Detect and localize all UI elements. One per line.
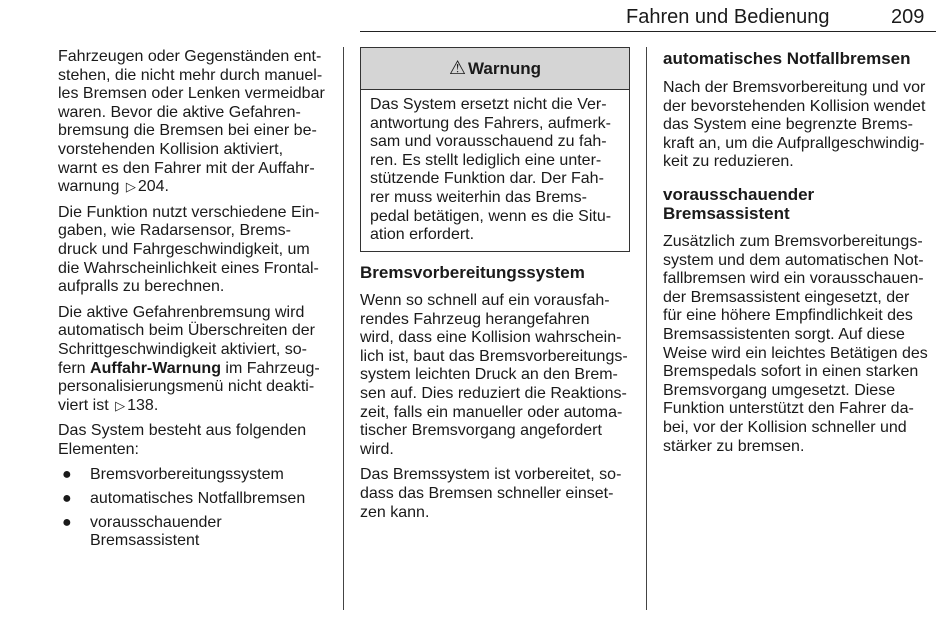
text-fragment: warnung bbox=[58, 178, 120, 196]
text-line: das System eine begrenzte Brems- bbox=[663, 116, 913, 134]
text-line: rer muss weiterhin das Brems- bbox=[370, 188, 587, 206]
text-line: ation erfordert. bbox=[370, 226, 475, 244]
text-line: sam und vorausschauend zu fah- bbox=[370, 133, 607, 151]
list-item bbox=[58, 514, 340, 551]
text-line: gaben, wie Radarsensor, Brems- bbox=[58, 222, 291, 240]
text-line: Funktion unterstützt den Fahrer da- bbox=[663, 400, 914, 418]
text-line: zeit, falls ein manueller oder automa- bbox=[360, 403, 623, 421]
paragraph bbox=[663, 233, 946, 456]
list-item-label: Bremsassistent bbox=[90, 532, 200, 550]
text-line: kraft an, um die Aufprallgeschwindig- bbox=[663, 134, 925, 152]
text-line bbox=[58, 360, 340, 379]
text-line: wird. bbox=[360, 440, 394, 458]
warning-title: Warnung bbox=[468, 58, 542, 78]
column-middle bbox=[360, 263, 640, 529]
bullet-icon: ● bbox=[62, 490, 72, 508]
warning-triangle-icon: ⚠ bbox=[448, 58, 466, 79]
menu-setting-name: Auffahr-Warnung bbox=[90, 359, 221, 377]
text-line: Zusätzlich zum Bremsvorbereitungs- bbox=[663, 232, 923, 250]
text-line: aufpralls zu berechnen. bbox=[58, 278, 225, 296]
text-line: Bremsvorgang umgesetzt. Diese bbox=[663, 381, 896, 399]
text-line bbox=[58, 178, 340, 197]
text-fragment: im Fahrzeug- bbox=[225, 359, 320, 377]
paragraph bbox=[360, 292, 640, 459]
text-line: Nach der Bremsvorbereitung und vor bbox=[663, 79, 926, 96]
text-line: bremsung die Bremsen bei einer be- bbox=[58, 122, 317, 140]
paragraph bbox=[663, 79, 946, 172]
text-line: zen kann. bbox=[360, 503, 430, 521]
text-line: der Bremsassistent eingesetzt, der bbox=[663, 288, 910, 306]
text-line: system und dem automatischen Not- bbox=[663, 251, 924, 269]
text-line: Die aktive Gefahrenbremsung wird bbox=[58, 303, 305, 321]
text-line: Bremsassistenten sorgt. Auf diese bbox=[663, 325, 905, 343]
text-line: fallbremsen wird ein vorausschauen- bbox=[663, 270, 924, 288]
text-line: pedal betätigen, wenn es die Situ- bbox=[370, 207, 612, 225]
paragraph bbox=[58, 304, 340, 416]
text-line: bei, vor der Kollision schneller und bbox=[663, 418, 907, 436]
text-line: tischer Bremsvorgang angefordert bbox=[360, 422, 602, 440]
section-heading: Bremsvorbereitungssystem bbox=[360, 263, 585, 282]
bullet-icon: ● bbox=[62, 513, 72, 531]
bullet-list bbox=[58, 466, 340, 550]
column-right bbox=[663, 49, 946, 463]
text-line: dass das Bremsen schneller einset- bbox=[360, 484, 614, 502]
column-left bbox=[58, 48, 340, 556]
text-line: lich ist, baut das Bremsvorbereitungs- bbox=[360, 347, 628, 365]
text-line: personalisierungsmenü nicht deakti- bbox=[58, 378, 315, 396]
text-line: les Bremsen oder Lenken vermeidbar bbox=[58, 85, 325, 103]
warning-box bbox=[360, 47, 630, 252]
page-reference[interactable]: 204. bbox=[137, 178, 169, 196]
text-line: die Wahrscheinlichkeit eines Frontal- bbox=[58, 259, 319, 277]
text-line: stärker zu bremsen. bbox=[663, 437, 805, 455]
paragraph bbox=[360, 466, 640, 522]
text-line: ren. Es stellt lediglich eine unter- bbox=[370, 151, 602, 169]
text-line bbox=[58, 397, 340, 416]
header-rule bbox=[360, 31, 936, 32]
warning-text bbox=[361, 90, 629, 245]
text-fragment: fern bbox=[58, 359, 86, 377]
column-divider-1 bbox=[343, 47, 344, 610]
paragraph bbox=[58, 48, 340, 197]
text-line: für eine höhere Empfindlichkeit des bbox=[663, 307, 913, 325]
text-line: automatisch beim Überschreiten der bbox=[58, 322, 316, 340]
text-line: antwortung des Fahrers, aufmerk- bbox=[370, 114, 611, 132]
text-line: der bevorstehenden Kollision wendet bbox=[663, 97, 926, 115]
bullet-icon: ● bbox=[62, 466, 72, 484]
text-line: Schrittgeschwindigkeit aktiviert, so- bbox=[58, 340, 307, 358]
section-heading bbox=[663, 185, 946, 223]
page-reference-arrow-icon: ▷ bbox=[115, 397, 126, 413]
text-line: Die Funktion nutzt verschiedene Ein- bbox=[58, 203, 320, 221]
text-line: Das Bremssystem ist vorbereitet, so- bbox=[360, 466, 622, 484]
page-number: 209 bbox=[891, 6, 925, 28]
text-line: wird, dass eine Kollision wahrschein- bbox=[360, 329, 622, 347]
text-line: Elementen: bbox=[58, 440, 139, 458]
heading-line: Bremsassistent bbox=[663, 203, 790, 223]
warning-header bbox=[361, 48, 629, 90]
list-item bbox=[58, 466, 340, 485]
text-line: waren. Bevor die aktive Gefahren- bbox=[58, 103, 301, 121]
list-item-label: vorausschauender bbox=[90, 513, 222, 531]
text-line: Wenn so schnell auf ein vorausfah- bbox=[360, 292, 610, 309]
text-line: rendes Fahrzeug herangefahren bbox=[360, 310, 590, 328]
column-divider-2 bbox=[646, 47, 647, 610]
list-item-label: Bremsvorbereitungssystem bbox=[90, 466, 284, 484]
text-line: Das System ersetzt nicht die Ver- bbox=[370, 96, 607, 113]
page-reference[interactable]: 138. bbox=[127, 396, 159, 414]
text-line: Fahrzeugen oder Gegenständen ent- bbox=[58, 48, 322, 65]
list-item bbox=[58, 490, 340, 509]
heading-line: vorausschauender bbox=[663, 184, 815, 204]
text-line: druck und Fahrgeschwindigkeit, um bbox=[58, 240, 310, 258]
text-line: system leichten Druck an den Brem- bbox=[360, 366, 618, 384]
section-heading: automatisches Notfallbremsen bbox=[663, 49, 911, 68]
text-line: warnt es den Fahrer mit der Auffahr- bbox=[58, 159, 315, 177]
header-title: Fahren und Bedienung bbox=[626, 6, 830, 28]
text-line: stehen, die nicht mehr durch manuel- bbox=[58, 66, 323, 84]
text-line: Weise wird ein leichtes Betätigen des bbox=[663, 344, 928, 362]
text-line: sen auf. Dies reduziert die Reaktions- bbox=[360, 384, 627, 402]
list-item-label: automatisches Notfallbremsen bbox=[90, 490, 306, 508]
paragraph bbox=[58, 422, 340, 459]
text-fragment: viert ist bbox=[58, 396, 109, 414]
text-line: vorstehenden Kollision aktiviert, bbox=[58, 140, 284, 158]
page-reference-arrow-icon: ▷ bbox=[125, 179, 136, 195]
text-line: stützende Funktion dar. Der Fah- bbox=[370, 170, 604, 188]
text-line: keit zu reduzieren. bbox=[663, 153, 794, 171]
text-line: Bremspedals sofort in einen starken bbox=[663, 363, 919, 381]
text-line: Das System besteht aus folgenden bbox=[58, 422, 307, 440]
paragraph bbox=[58, 204, 340, 297]
